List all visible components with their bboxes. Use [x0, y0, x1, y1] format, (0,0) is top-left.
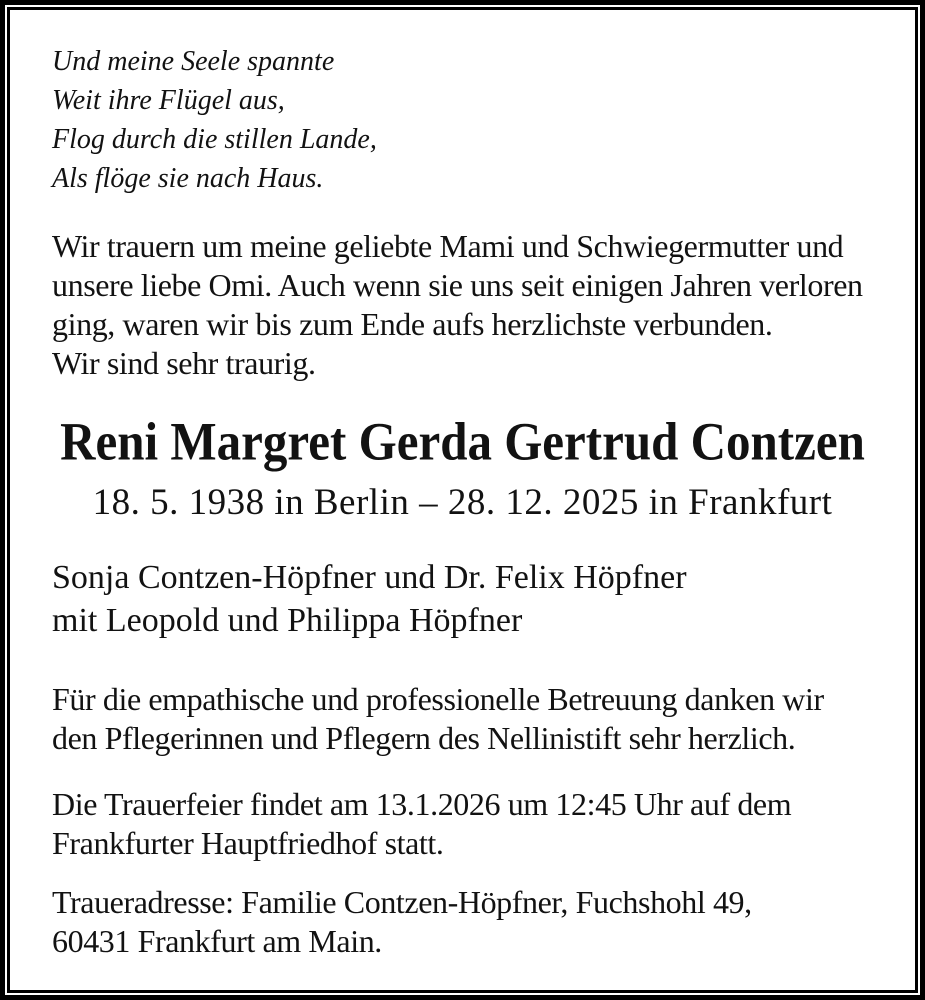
deceased-name: Reni Margret Gerda Gertrud Contzen — [60, 411, 865, 472]
deceased-name-row — [10, 411, 915, 472]
mourning-address-line: 60431 Frankfurt am Main. — [52, 923, 382, 959]
mourning-text-line: unsere liebe Omi. Auch wenn sie uns seit einigen Jahren verloren — [52, 267, 863, 303]
family-names-line: Sonja Contzen-Höpfner und Dr. Felix Höpfner — [52, 559, 687, 596]
poem-line: Weit ihre Flügel aus, — [52, 85, 285, 116]
poem-line: Und meine Seele spannte — [52, 46, 335, 77]
mourning-text-line: Wir trauern um meine geliebte Mami und Schwiegermutter und — [52, 228, 844, 264]
memorial-poem — [52, 42, 377, 198]
family-names-line: mit Leopold und Philippa Höpfner — [52, 602, 523, 639]
mourning-text-line: ging, waren wir bis zum Ende aufs herzlichste verbunden. — [52, 306, 773, 342]
thanks-text-line: Für die empathische und professionelle Betreuung danken wir — [52, 681, 824, 717]
family-names — [52, 556, 687, 642]
funeral-info — [52, 785, 791, 863]
poem-line: Als flöge sie nach Haus. — [52, 163, 324, 194]
funeral-info-line: Frankfurter Hauptfriedhof statt. — [52, 825, 444, 861]
mourning-text — [52, 227, 863, 383]
funeral-info-line: Die Trauerfeier findet am 13.1.2026 um 12:45 Uhr auf dem — [52, 786, 792, 822]
mourning-address-line: Traueradresse: Familie Contzen-Höpfner, Fuchshohl 49, — [52, 884, 752, 920]
poem-line: Flog durch die stillen Lande, — [52, 124, 377, 155]
thanks-text — [52, 680, 824, 758]
thanks-text-line: den Pflegerinnen und Pflegern des Nellinistift sehr herzlich. — [52, 720, 796, 756]
life-dates: 18. 5. 1938 in Berlin – 28. 12. 2025 in Frankfurt — [92, 482, 833, 523]
mourning-text-line: Wir sind sehr traurig. — [52, 345, 316, 381]
mourning-address — [52, 883, 752, 961]
